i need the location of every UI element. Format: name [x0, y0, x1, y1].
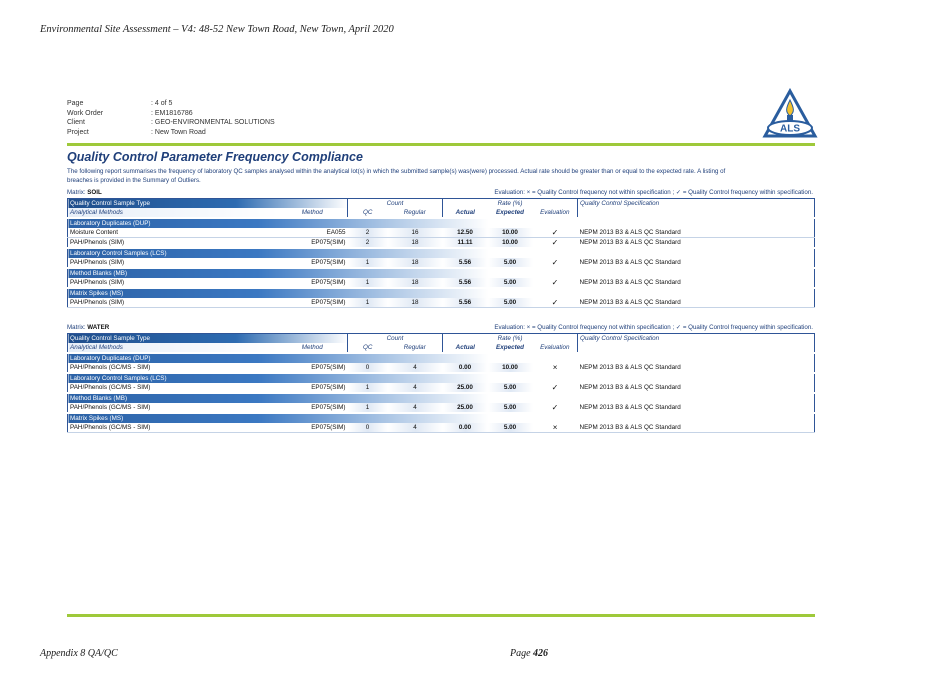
method-cell: EP075(SIM): [278, 238, 348, 249]
page-title: Quality Control Parameter Frequency Compliance: [67, 150, 363, 164]
regular-cell: 18: [388, 238, 443, 249]
header-qc: QC: [348, 208, 388, 218]
matrix-label: Matrix:: [67, 324, 88, 331]
header-sample-type: Quality Control Sample Type: [68, 334, 348, 344]
spec-cell: NEPM 2013 B3 & ALS QC Standard: [578, 298, 815, 308]
evaluation-icon: ×: [533, 363, 578, 373]
analysis-cell: PAH/Phenols (GC/MS - SIM): [68, 383, 278, 393]
header-analytical: Analytical Methods: [68, 343, 278, 353]
qc-cell: 0: [348, 363, 388, 373]
header-count: Count: [348, 334, 443, 344]
meta-value: : EM1816786: [151, 109, 193, 117]
actual-cell: 0.00: [443, 363, 488, 373]
method-cell: EP075(SIM): [278, 278, 348, 288]
analysis-cell: PAH/Phenols (SIM): [68, 278, 278, 288]
evaluation-icon: ✓: [533, 383, 578, 393]
footer-appendix: Appendix 8 QA/QC: [40, 648, 118, 659]
regular-cell: 4: [388, 383, 443, 393]
spec-cell: NEPM 2013 B3 & ALS QC Standard: [578, 383, 815, 393]
qc-cell: 2: [348, 228, 388, 238]
spec-cell: NEPM 2013 B3 & ALS QC Standard: [578, 278, 815, 288]
expected-cell: 5.00: [488, 423, 533, 433]
method-cell: EP075(SIM): [278, 383, 348, 393]
header-rate: Rate (%): [443, 199, 578, 209]
actual-cell: 5.56: [443, 298, 488, 308]
meta-value: : 4 of 5: [151, 100, 173, 107]
evaluation-icon: ✓: [533, 278, 578, 288]
soil-qc-table: [67, 198, 815, 308]
expected-cell: 5.00: [488, 278, 533, 288]
header-evaluation: Evaluation: [533, 343, 578, 353]
group-header: Laboratory Duplicates (DUP): [68, 218, 488, 228]
group-header: Method Blanks (MB): [68, 268, 488, 278]
header-qc: QC: [348, 343, 388, 353]
header-sample-type: Quality Control Sample Type: [68, 199, 348, 209]
qc-cell: 0: [348, 423, 388, 433]
meta-value: : New Town Road: [151, 128, 206, 136]
actual-cell: 25.00: [443, 403, 488, 413]
method-cell: EP075(SIM): [278, 258, 348, 268]
regular-cell: 4: [388, 363, 443, 373]
header-count: Count: [348, 199, 443, 209]
header-regular: Regular: [388, 343, 443, 353]
regular-cell: 4: [388, 403, 443, 413]
meta-key: Work Order: [67, 109, 104, 117]
table-row: [68, 403, 815, 413]
page-number: 426: [533, 648, 549, 659]
table-row: [68, 238, 815, 249]
spec-cell: NEPM 2013 B3 & ALS QC Standard: [578, 403, 815, 413]
qc-cell: 1: [348, 298, 388, 308]
evaluation-icon: ✓: [533, 228, 578, 238]
als-logo: [762, 88, 818, 140]
spec-cell: NEPM 2013 B3 & ALS QC Standard: [578, 238, 815, 249]
expected-cell: 10.00: [488, 363, 533, 373]
method-cell: EP075(SIM): [278, 403, 348, 413]
header-analytical: Analytical Methods: [68, 208, 278, 218]
spec-cell: NEPM 2013 B3 & ALS QC Standard: [578, 363, 815, 373]
table-row: [68, 278, 815, 288]
expected-cell: 10.00: [488, 228, 533, 238]
analysis-cell: PAH/Phenols (GC/MS - SIM): [68, 423, 278, 433]
header-method: Method: [278, 343, 348, 353]
spec-cell: NEPM 2013 B3 & ALS QC Standard: [578, 258, 815, 268]
header-method: Method: [278, 208, 348, 218]
qc-cell: 2: [348, 238, 388, 249]
actual-cell: 0.00: [443, 423, 488, 433]
evaluation-icon: ✓: [533, 238, 578, 249]
method-cell: EP075(SIM): [278, 298, 348, 308]
evaluation-legend: Evaluation: × = Quality Control frequency not within specification ; ✓ = Quality Control frequency within specification.: [494, 189, 813, 196]
actual-cell: 25.00: [443, 383, 488, 393]
regular-cell: 16: [388, 228, 443, 238]
evaluation-icon: ✓: [533, 258, 578, 268]
qc-cell: 1: [348, 278, 388, 288]
spec-cell: NEPM 2013 B3 & ALS QC Standard: [578, 228, 815, 238]
header-expected: Expected: [488, 208, 533, 218]
spec-cell: NEPM 2013 B3 & ALS QC Standard: [578, 423, 815, 433]
intro-paragraph: The following report summarises the frequency of laboratory QC samples analysed within the analytical lot(s) in which the submitted sample(s) was(were) processed. Actual rate should be greater than or equal to the expected rate. A listing of breaches is provided in the Summary of Outliers.: [67, 168, 726, 184]
method-cell: EP075(SIM): [278, 423, 348, 433]
group-header: Laboratory Control Samples (LCS): [68, 248, 488, 258]
regular-cell: 18: [388, 298, 443, 308]
analysis-cell: Moisture Content: [68, 228, 278, 238]
group-header: Matrix Spikes (MS): [68, 288, 488, 298]
qc-cell: 1: [348, 383, 388, 393]
header-rate: Rate (%): [443, 334, 578, 344]
table-row: [68, 363, 815, 373]
meta-key: Page: [67, 100, 84, 107]
header-regular: Regular: [388, 208, 443, 218]
actual-cell: 5.56: [443, 278, 488, 288]
regular-cell: 4: [388, 423, 443, 433]
qc-cell: 1: [348, 258, 388, 268]
header-evaluation: Evaluation: [533, 208, 578, 218]
actual-cell: 12.50: [443, 228, 488, 238]
method-cell: EP075(SIM): [278, 363, 348, 373]
soil-matrix-line: [67, 189, 813, 196]
expected-cell: 10.00: [488, 238, 533, 249]
table-row: [68, 298, 815, 308]
running-header: Environmental Site Assessment – V4: 48-52 New Town Road, New Town, April 2020: [40, 24, 394, 35]
report-meta: [67, 99, 275, 137]
expected-cell: 5.00: [488, 298, 533, 308]
meta-key: Client: [67, 119, 85, 126]
analysis-cell: PAH/Phenols (GC/MS - SIM): [68, 363, 278, 373]
qc-cell: 1: [348, 403, 388, 413]
top-divider: [67, 143, 815, 146]
matrix-name: SOIL: [87, 189, 102, 196]
header-expected: Expected: [488, 343, 533, 353]
header-spec: Quality Control Specification: [578, 199, 815, 209]
evaluation-legend: Evaluation: × = Quality Control frequency not within specification ; ✓ = Quality Control frequency within specification.: [494, 324, 813, 331]
table-row: [68, 228, 815, 238]
expected-cell: 5.00: [488, 258, 533, 268]
group-header: Laboratory Duplicates (DUP): [68, 353, 488, 363]
meta-value: : GEO-ENVIRONMENTAL SOLUTIONS: [151, 119, 275, 126]
evaluation-icon: ✓: [533, 298, 578, 308]
table-row: [68, 258, 815, 268]
method-cell: EA055: [278, 228, 348, 238]
bottom-divider: [67, 614, 815, 617]
regular-cell: 18: [388, 278, 443, 288]
evaluation-icon: ×: [533, 423, 578, 433]
expected-cell: 5.00: [488, 403, 533, 413]
analysis-cell: PAH/Phenols (SIM): [68, 238, 278, 249]
page-label: Page: [510, 648, 534, 659]
analysis-cell: PAH/Phenols (SIM): [68, 298, 278, 308]
matrix-label: Matrix:: [67, 189, 88, 196]
evaluation-icon: ✓: [533, 403, 578, 413]
analysis-cell: PAH/Phenols (SIM): [68, 258, 278, 268]
meta-key: Project: [67, 128, 89, 136]
table-row: [68, 383, 815, 393]
regular-cell: 18: [388, 258, 443, 268]
actual-cell: 5.56: [443, 258, 488, 268]
group-header: Method Blanks (MB): [68, 393, 488, 403]
group-header: Matrix Spikes (MS): [68, 413, 488, 423]
footer-page-number: [510, 648, 548, 659]
matrix-name: WATER: [87, 324, 110, 331]
expected-cell: 5.00: [488, 383, 533, 393]
header-actual: Actual: [443, 208, 488, 218]
water-matrix-line: [67, 324, 813, 331]
group-header: Laboratory Control Samples (LCS): [68, 373, 488, 383]
svg-text:ALS: ALS: [780, 123, 800, 135]
analysis-cell: PAH/Phenols (GC/MS - SIM): [68, 403, 278, 413]
water-qc-table: [67, 333, 815, 433]
header-actual: Actual: [443, 343, 488, 353]
header-spec: Quality Control Specification: [578, 334, 815, 344]
table-row: [68, 423, 815, 433]
actual-cell: 11.11: [443, 238, 488, 249]
